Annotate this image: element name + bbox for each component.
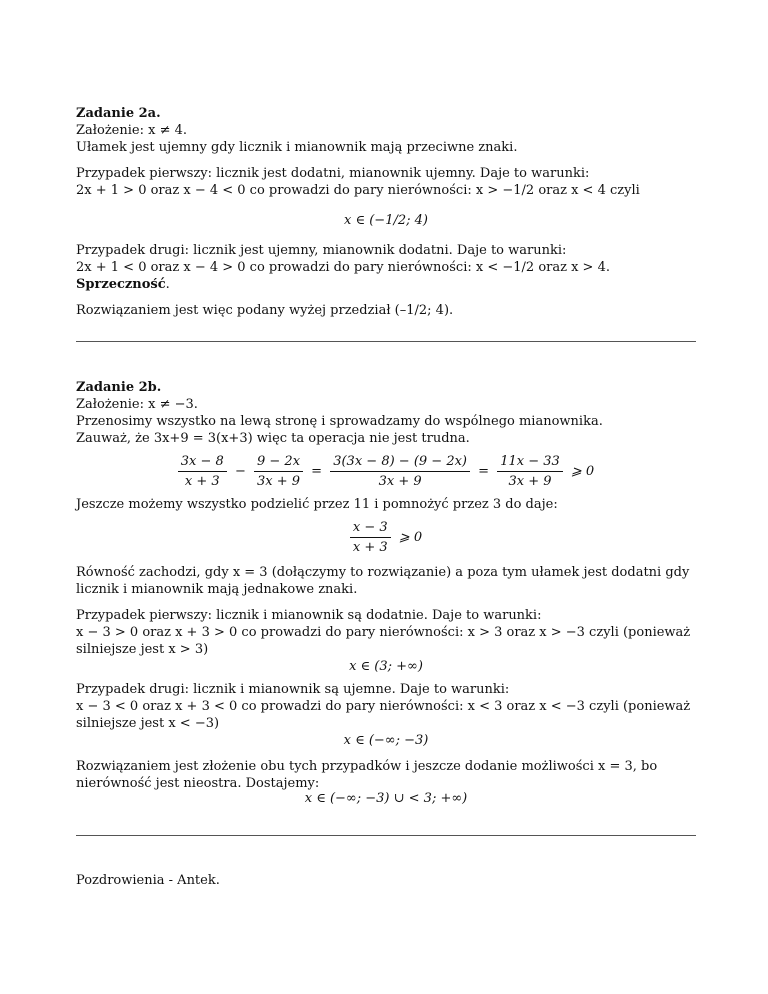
fraction-5-numerator: x − 3 bbox=[350, 519, 391, 538]
task-2a-contradiction: Sprzeczność bbox=[76, 277, 166, 292]
task-2a-case1-result: x ∈ (−1/2; 4) bbox=[344, 213, 428, 228]
task-2a-case1-conditions: 2x + 1 > 0 oraz x − 4 < 0 co prowadzi do pary nierówności: x > −1/2 oraz x < 4 czyli bbox=[76, 183, 640, 198]
task-2a-line1: Ułamek jest ujemny gdy licznik i mianownik mają przeciwne znaki. bbox=[76, 140, 518, 155]
task-2b-case1-conditions: x − 3 > 0 oraz x + 3 > 0 co prowadzi do pary nierówności: x > 3 oraz x > −3 czyli (ponieważ silniejsze jest x > 3) bbox=[76, 625, 691, 657]
task-2a-assumption: Założenie: x ≠ 4. bbox=[76, 123, 187, 138]
task-2b-case2-conditions: x − 3 < 0 oraz x + 3 < 0 co prowadzi do pary nierówności: x < 3 oraz x < −3 czyli (ponieważ silniejsze jest x < −3) bbox=[76, 699, 691, 731]
task-2b-title: Zadanie 2b. bbox=[76, 380, 162, 395]
task-2a-case2-intro: Przypadek drugi: licznik jest ujemny, mianownik dodatni. Daje to warunki: bbox=[76, 243, 567, 258]
task-2b-assumption: Założenie: x ≠ −3. bbox=[76, 397, 198, 412]
fraction-4-denominator: 3x + 9 bbox=[508, 474, 552, 489]
fraction-1-numerator: 3x − 8 bbox=[178, 453, 227, 472]
task-2a-title: Zadanie 2a. bbox=[76, 106, 161, 121]
task-2b-case1-intro: Przypadek pierwszy: licznik i mianownik są dodatnie. Daje to warunki: bbox=[76, 608, 542, 623]
task-2b-conclusion: Rozwiązaniem jest złożenie obu tych przypadków i jeszcze dodanie możliwości x = 3, bo nierówność jest nieostra. Dostajemy: bbox=[76, 759, 658, 791]
task-2a-case2-conditions: 2x + 1 < 0 oraz x − 4 > 0 co prowadzi do pary nierówności: x < −1/2 oraz x > 4. bbox=[76, 260, 610, 275]
task-2a-conclusion: Rozwiązaniem jest więc podany wyżej przedział (–1/2; 4). bbox=[76, 303, 454, 318]
task-2a-case1-intro: Przypadek pierwszy: licznik jest dodatni, mianownik ujemny. Daje to warunki: bbox=[76, 166, 590, 181]
fraction-1-denominator: x + 3 bbox=[184, 474, 220, 489]
closing-signature: Pozdrowienia - Antek. bbox=[76, 873, 220, 888]
fraction-4-numerator: 11x − 33 bbox=[497, 453, 563, 472]
relation-geq-2: ⩾ 0 bbox=[398, 530, 423, 545]
task-2b-equation-1 bbox=[76, 453, 696, 490]
fraction-3-numerator: 3(3x − 8) − (9 − 2x) bbox=[330, 453, 470, 472]
fraction-4 bbox=[497, 453, 563, 490]
fraction-1 bbox=[178, 453, 227, 490]
fraction-3 bbox=[330, 453, 470, 490]
operator-equals-2: = bbox=[478, 464, 490, 479]
fraction-3-denominator: 3x + 9 bbox=[378, 474, 422, 489]
operator-equals-1: = bbox=[311, 464, 323, 479]
fraction-5-denominator: x + 3 bbox=[352, 540, 388, 555]
relation-geq: ⩾ 0 bbox=[570, 464, 595, 479]
fraction-2-numerator: 9 − 2x bbox=[254, 453, 303, 472]
task-2b-line3: Jeszcze możemy wszystko podzielić przez 11 i pomnożyć przez 3 do daje: bbox=[76, 497, 558, 512]
task-2b-line4: Równość zachodzi, gdy x = 3 (dołączymy to rozwiązanie) a poza tym ułamek jest dodatni gdy licznik i mianownik mają jednakowe znaki. bbox=[76, 565, 690, 597]
fraction-5 bbox=[350, 519, 391, 556]
fraction-2 bbox=[254, 453, 303, 490]
operator-minus: − bbox=[234, 464, 246, 479]
fraction-2-denominator: 3x + 9 bbox=[257, 474, 301, 489]
task-2b-final-result: x ∈ (−∞; −3) ∪ < 3; +∞) bbox=[304, 791, 468, 806]
task-2b-case2-result: x ∈ (−∞; −3) bbox=[343, 733, 429, 748]
task-2b-case1-result: x ∈ (3; +∞) bbox=[349, 659, 423, 674]
document-page bbox=[76, 105, 696, 889]
task-2b-line1: Przenosimy wszystko na lewą stronę i sprowadzamy do wspólnego mianownika. bbox=[76, 414, 603, 429]
task-2a-case2-line: 2x + 1 < 0 oraz x − 4 > 0 co prowadzi do pary nierówności: x < −1/2 oraz x > 4. Sprzeczność. bbox=[76, 260, 610, 292]
task-2b-section bbox=[76, 379, 696, 807]
task-2b-case2-intro: Przypadek drugi: licznik i mianownik są ujemne. Daje to warunki: bbox=[76, 682, 510, 697]
task-2b-equation-2 bbox=[76, 519, 696, 556]
task-2b-line2: Zauważ, że 3x+9 = 3(x+3) więc ta operacja nie jest trudna. bbox=[76, 431, 470, 446]
task-2a-section bbox=[76, 105, 696, 319]
